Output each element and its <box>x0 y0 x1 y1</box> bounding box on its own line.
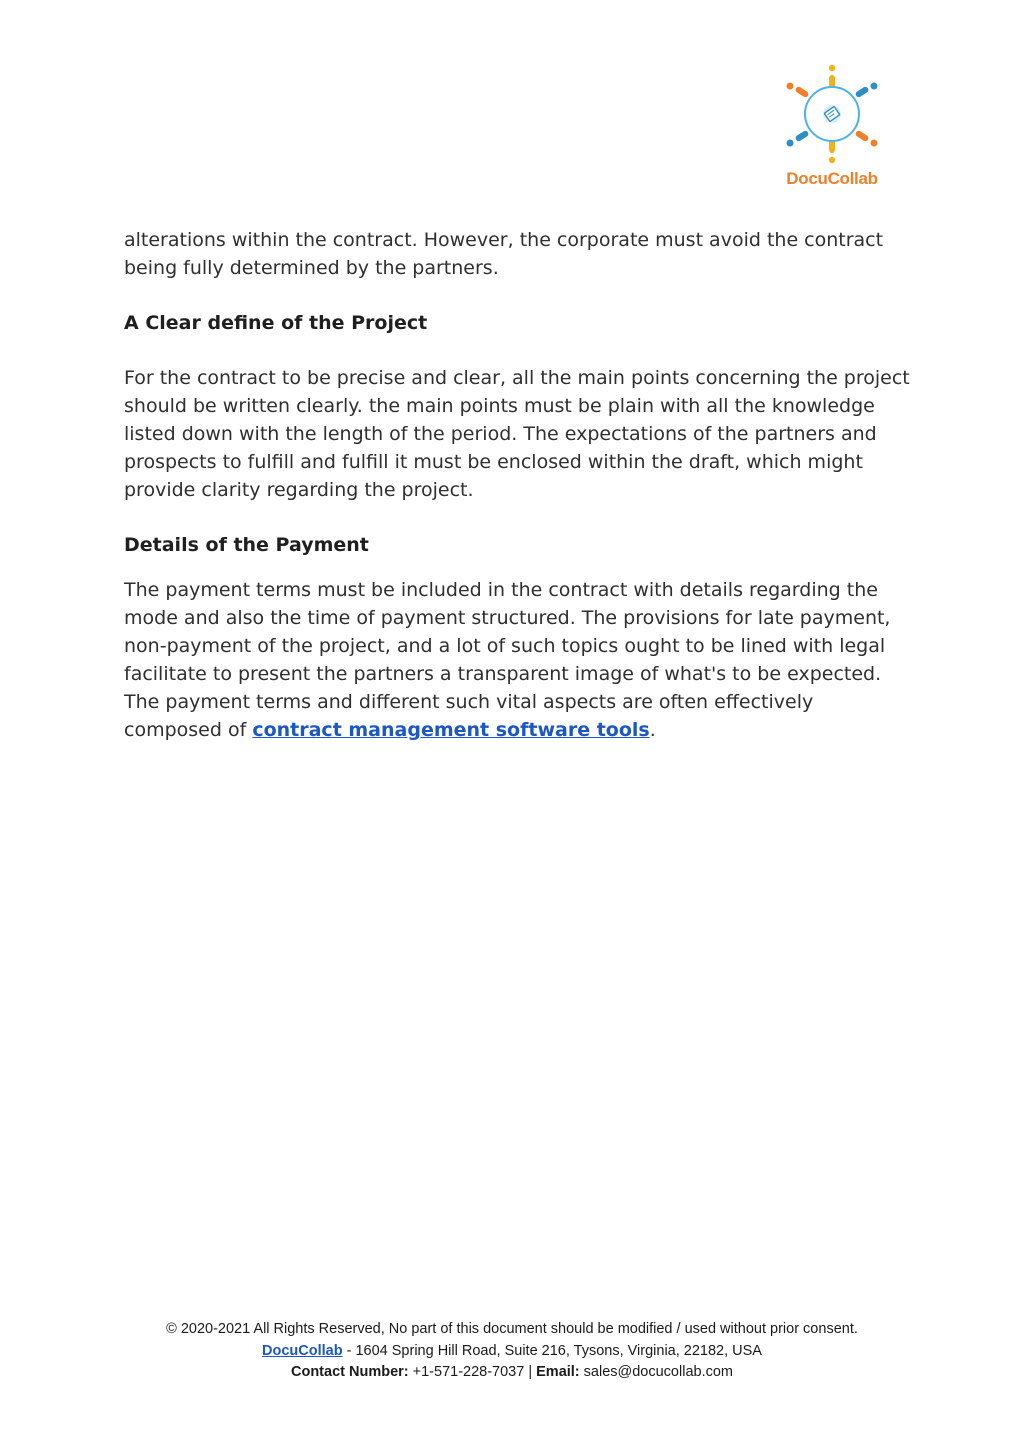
footer-email-value: sales@docucollab.com <box>579 1364 733 1380</box>
footer-email-label: Email: <box>536 1364 580 1380</box>
section-body-project: For the contract to be precise and clear, all the main points concerning the project should be written clearly. the main points must be plain with all the knowledge listed down with the length of the period. The expectations of the partners and prospects to fulfill and fulfill it must be enclosed within the draft, which might provide clarity regarding the project. <box>124 367 910 501</box>
logo-wordmark: DocuCollab <box>786 169 878 188</box>
document-body <box>124 226 914 744</box>
footer-address: - 1604 Spring Hill Road, Suite 216, Tysons, Virginia, 22182, USA <box>342 1342 762 1359</box>
page-footer <box>0 1319 1024 1384</box>
payment-body-end: . <box>649 719 656 741</box>
footer-copyright: © 2020-2021 All Rights Reserved, No part of this document should be modified / used without prior consent. <box>166 1321 858 1337</box>
section-heading-project: A Clear define of the Project <box>124 312 428 334</box>
section-body-payment <box>124 576 914 744</box>
footer-contact-label: Contact Number: <box>290 1364 409 1380</box>
section-heading-payment: Details of the Payment <box>124 534 369 556</box>
payment-body-text: The payment terms must be included in the contract with details regarding the mode and also the time of payment structured. The provisions for late payment, non-payment of the project, and a lot of such topics ought to be lined with legal facilitate to present the partners a transparent image of what's to be expected. The payment terms and different such vital aspects are often effectively composed of <box>124 579 891 741</box>
footer-brand-link[interactable]: DocuCollab <box>262 1342 343 1359</box>
docucollab-logo <box>782 62 882 194</box>
footer-contact-value: +1-571-228-7037 | <box>408 1364 537 1380</box>
docucollab-logo-mark-icon <box>782 62 882 166</box>
footer-address-line <box>0 1341 1024 1363</box>
footer-contact-line <box>0 1362 1024 1384</box>
intro-paragraph: alterations within the contract. However, the corporate must avoid the contract being fully determined by the partners. <box>124 229 884 279</box>
contract-management-link[interactable]: contract management software tools <box>252 719 650 741</box>
